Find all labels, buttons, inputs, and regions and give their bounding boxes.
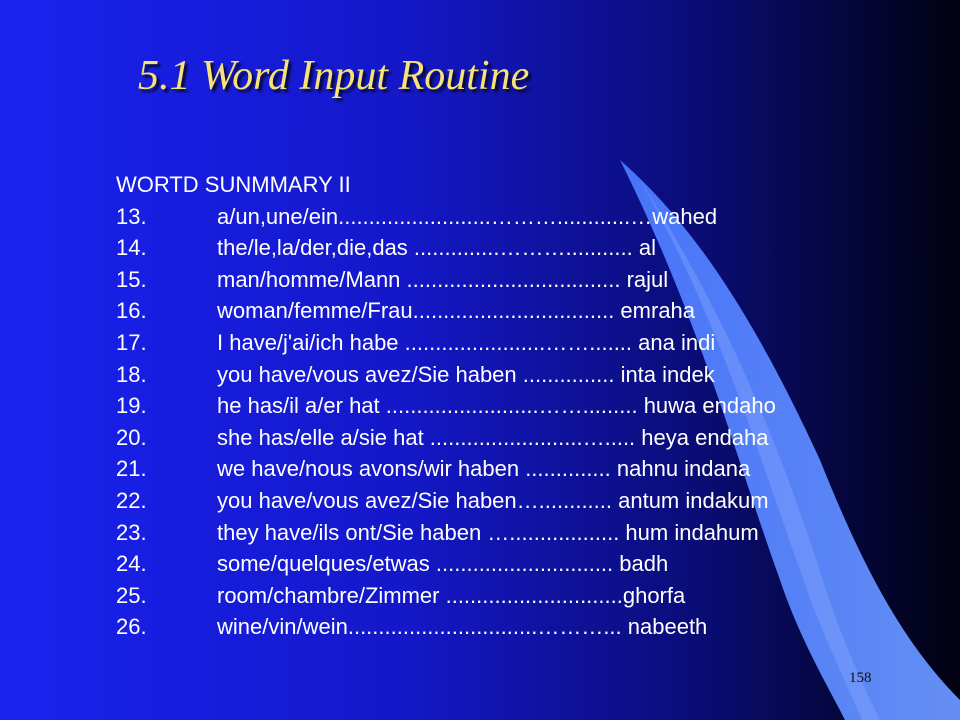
list-item [116, 327, 776, 359]
list-item-text: we have/nous avons/wir haben .............. nahnu indana [217, 456, 751, 482]
list-item [116, 580, 776, 612]
list-item-text: she has/elle a/sie hat .........................…..... heya endaha [217, 424, 769, 450]
list-item [116, 295, 776, 327]
list-item-number: 17. [116, 329, 147, 355]
list-item-number: 16. [116, 298, 147, 324]
list-item-text: man/homme/Mann ................................... rajul [217, 266, 669, 292]
list-item-text: I have/j'ai/ich habe .......................……....... ana indi [217, 329, 716, 355]
slide-title: 5.1 Word Input Routine [138, 53, 530, 99]
list-item [116, 485, 776, 517]
list-item [116, 422, 776, 454]
list-item-number: 24. [116, 551, 147, 577]
list-item-number: 23. [116, 519, 147, 545]
list-item [116, 232, 776, 264]
list-item [116, 201, 776, 233]
list-item [116, 611, 776, 643]
list-item-number: 13. [116, 203, 147, 229]
list-item-text: room/chambre/Zimmer .............................ghorfa [217, 582, 686, 608]
list-item-text: woman/femme/Frau................................. emraha [217, 298, 696, 324]
list-item [116, 390, 776, 422]
list-item [116, 548, 776, 580]
list-item [116, 453, 776, 485]
list-item [116, 517, 776, 549]
list-item [116, 359, 776, 391]
entries-list [116, 201, 776, 643]
list-item-text: they have/ils ont/Sie haben ….................. hum indahum [217, 519, 759, 545]
list-item-number: 15. [116, 266, 147, 292]
list-item-number: 21. [116, 456, 147, 482]
list-item-number: 20. [116, 424, 147, 450]
list-item-text: he has/il a/er hat .........................……......... huwa endaho [217, 393, 776, 419]
list-item [116, 264, 776, 296]
word-summary [116, 169, 776, 643]
list-item-text: you have/vous avez/Sie haben ............... inta indek [217, 361, 715, 387]
list-item-text: wine/vin/wein...............................………... nabeeth [217, 614, 708, 640]
list-item-number: 26. [116, 614, 147, 640]
list-item-number: 25. [116, 582, 147, 608]
list-item-number: 22. [116, 487, 147, 513]
list-item-number: 19. [116, 393, 147, 419]
list-item-text: some/quelques/etwas ............................. badh [217, 551, 669, 577]
page-number: 158 [849, 670, 872, 686]
list-item-text: you have/vous avez/Sie haben…............ antum indakum [217, 487, 769, 513]
summary-heading: WORTD SUNMMARY II [116, 172, 351, 197]
list-item-number: 14. [116, 235, 147, 261]
list-item-text: a/un,une/ein.........................………............…wahed [217, 203, 718, 229]
list-item-number: 18. [116, 361, 147, 387]
list-item-text: the/le,la/der,die,das ..............………........... al [217, 235, 656, 261]
